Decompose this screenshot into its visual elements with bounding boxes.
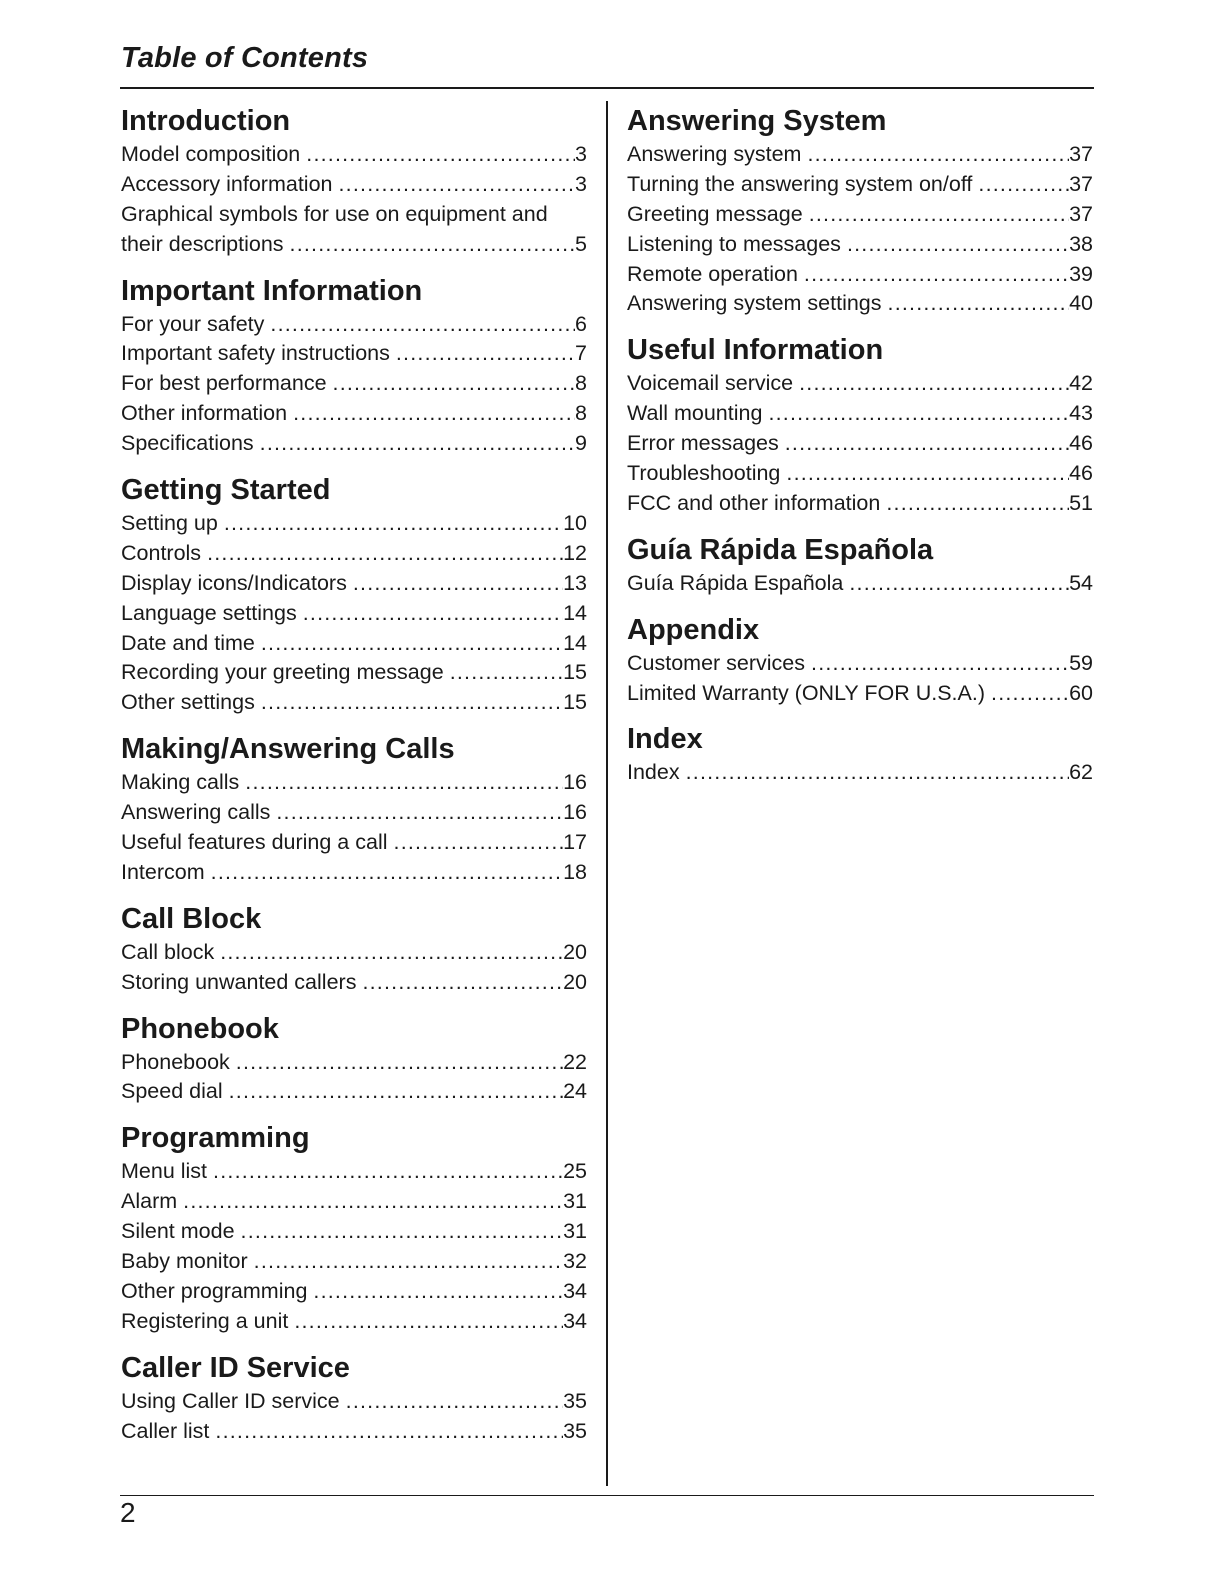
toc-entry[interactable] <box>121 1048 587 1078</box>
toc-entry-page-number: 32 <box>563 1249 587 1274</box>
dot-leader <box>396 339 575 369</box>
toc-entry[interactable] <box>121 140 587 170</box>
toc-entry-label: Wall mounting <box>627 401 763 426</box>
toc-entry[interactable] <box>627 758 1093 788</box>
toc-left-column <box>121 102 587 1459</box>
toc-entry[interactable] <box>627 289 1093 319</box>
toc-entry-page-number: 31 <box>563 1189 587 1214</box>
section-heading[interactable]: Call Block <box>121 902 262 935</box>
dot-leader <box>183 1187 563 1217</box>
toc-entry[interactable] <box>627 170 1093 200</box>
toc-section-important-information <box>121 272 587 459</box>
toc-entry-label: Making calls <box>121 770 240 795</box>
section-heading[interactable]: Programming <box>121 1122 310 1155</box>
toc-entry[interactable] <box>121 1417 587 1447</box>
toc-entry[interactable] <box>627 459 1093 489</box>
toc-entry[interactable] <box>627 369 1093 399</box>
toc-entry-label: For your safety <box>121 311 265 336</box>
toc-section-answering-system <box>627 102 1093 319</box>
toc-entry[interactable] <box>627 489 1093 519</box>
toc-entry[interactable] <box>121 339 587 369</box>
toc-entry[interactable] <box>627 230 1093 260</box>
toc-entry-page-number: 37 <box>1069 142 1093 166</box>
toc-entry-label: Listening to messages <box>627 231 841 256</box>
toc-entry-page-number: 14 <box>563 600 587 625</box>
toc-entry[interactable] <box>121 599 587 629</box>
toc-entry[interactable] <box>121 828 587 858</box>
section-heading[interactable]: Index <box>627 723 703 756</box>
dot-leader <box>768 399 1069 429</box>
toc-entry-page-number: 40 <box>1069 291 1093 316</box>
toc-entry-page-number: 46 <box>1069 461 1093 486</box>
toc-entry[interactable] <box>121 1217 587 1247</box>
toc-entry-page-number: 5 <box>575 231 587 256</box>
page-title: Table of Contents <box>121 42 369 74</box>
toc-right-column <box>627 102 1093 800</box>
footer-rule <box>120 1495 1094 1496</box>
toc-entry-page-number: 38 <box>1069 231 1093 256</box>
dot-leader <box>260 429 575 459</box>
toc-section-caller-id-service <box>121 1349 587 1447</box>
toc-entry[interactable] <box>121 200 587 230</box>
toc-entry-label: Answering system <box>627 142 802 166</box>
toc-entry-page-number: 10 <box>563 511 587 536</box>
toc-entry-page-number: 17 <box>563 830 587 855</box>
toc-entry-page-number: 15 <box>563 690 587 715</box>
toc-entry-page-number: 42 <box>1069 371 1093 396</box>
toc-entry-label: Answering calls <box>121 800 271 825</box>
toc-section-getting-started <box>121 471 587 718</box>
toc-entry-page-number: 46 <box>1069 431 1093 456</box>
toc-entry[interactable] <box>627 200 1093 230</box>
toc-entry-label: their descriptions <box>121 231 284 256</box>
dot-leader <box>306 140 575 170</box>
toc-entry-label: Limited Warranty (ONLY FOR U.S.A.) <box>627 680 986 705</box>
section-heading[interactable]: Guía Rápida Española <box>627 533 934 566</box>
dot-leader <box>394 828 564 858</box>
toc-entry-label: Customer services <box>627 650 806 675</box>
toc-entry-page-number: 35 <box>563 1418 587 1443</box>
toc-entry-page-number: 3 <box>575 142 587 166</box>
header-rule <box>120 87 1094 89</box>
toc-entry[interactable] <box>121 768 587 798</box>
toc-entry-label: For best performance <box>121 371 327 396</box>
toc-entry-page-number: 7 <box>575 341 587 366</box>
dot-leader <box>220 938 563 968</box>
toc-entry-page-number: 62 <box>1069 760 1093 785</box>
toc-entry[interactable] <box>121 629 587 659</box>
toc-entry-page-number: 35 <box>563 1388 587 1413</box>
dot-leader <box>353 569 563 599</box>
toc-entry-label: Registering a unit <box>121 1308 289 1333</box>
toc-entry-page-number: 34 <box>563 1278 587 1303</box>
toc-entry-label: Useful features during a call <box>121 830 388 855</box>
toc-entry-label: Caller list <box>121 1418 210 1443</box>
dot-leader <box>991 679 1069 709</box>
toc-entry-page-number: 18 <box>563 859 587 884</box>
toc-entry-page-number: 59 <box>1069 650 1093 675</box>
toc-entry-label: Accessory information <box>121 171 333 196</box>
toc-entry-label: Speed dial <box>121 1079 223 1104</box>
toc-entry-label: Turning the answering system on/off <box>627 171 973 196</box>
toc-entry-label: Guía Rápida Española <box>627 570 844 595</box>
section-heading[interactable]: Appendix <box>627 613 760 646</box>
toc-entry[interactable] <box>121 1277 587 1307</box>
toc-entry-page-number: 16 <box>563 770 587 795</box>
dot-leader <box>207 539 563 569</box>
toc-entry-page-number: 20 <box>563 939 587 964</box>
toc-entry-page-number: 16 <box>563 800 587 825</box>
toc-entry[interactable] <box>121 688 587 718</box>
toc-entry-label: Date and time <box>121 630 255 655</box>
section-heading[interactable]: Caller ID Service <box>121 1351 350 1384</box>
toc-entry[interactable] <box>121 230 587 260</box>
toc-section-index <box>627 720 1093 788</box>
toc-entry[interactable] <box>627 649 1093 679</box>
toc-entry-page-number: 25 <box>563 1159 587 1184</box>
dot-leader <box>807 140 1069 170</box>
toc-entry-label: Language settings <box>121 600 297 625</box>
toc-section-guia-rapida-espanola <box>627 531 1093 599</box>
dot-leader <box>450 658 563 688</box>
toc-entry[interactable] <box>121 658 587 688</box>
toc-entry[interactable] <box>121 509 587 539</box>
toc-entry-page-number: 8 <box>575 401 587 426</box>
dot-leader <box>362 968 563 998</box>
toc-section-appendix <box>627 611 1093 709</box>
toc-entry[interactable] <box>121 399 587 429</box>
dot-leader <box>888 289 1070 319</box>
toc-entry-label: Alarm <box>121 1189 178 1214</box>
dot-leader <box>786 459 1069 489</box>
toc-entry[interactable] <box>627 260 1093 290</box>
toc-entry[interactable] <box>627 429 1093 459</box>
toc-entry-page-number: 43 <box>1069 401 1093 426</box>
toc-entry-label: Other settings <box>121 690 255 715</box>
toc-entry[interactable] <box>121 429 587 459</box>
toc-entry-label: Important safety instructions <box>121 341 390 366</box>
section-heading[interactable]: Making/Answering Calls <box>121 733 455 766</box>
section-heading[interactable]: Useful Information <box>627 334 884 367</box>
dot-leader <box>290 230 576 260</box>
toc-entry-page-number: 6 <box>575 311 587 336</box>
toc-section-useful-information <box>627 331 1093 518</box>
toc-entry-label: Graphical symbols for use on equipment and <box>121 201 548 226</box>
toc-entry[interactable] <box>627 140 1093 170</box>
toc-entry[interactable] <box>121 539 587 569</box>
toc-entry-label: Greeting message <box>627 201 803 226</box>
toc-entry[interactable] <box>121 1187 587 1217</box>
toc-entry[interactable] <box>121 968 587 998</box>
toc-entry[interactable] <box>627 679 1093 709</box>
toc-entry[interactable] <box>121 798 587 828</box>
dot-leader <box>686 758 1069 788</box>
dot-leader <box>254 1247 563 1277</box>
toc-entry-label: Other information <box>121 401 288 426</box>
dot-leader <box>224 509 563 539</box>
toc-section-phonebook <box>121 1010 587 1108</box>
toc-entry-label: Error messages <box>627 431 779 456</box>
toc-entry-label: Answering system settings <box>627 291 882 316</box>
toc-entry-label: Setting up <box>121 511 218 536</box>
dot-leader <box>313 1277 563 1307</box>
dot-leader <box>276 798 563 828</box>
page-number: 2 <box>120 1497 136 1528</box>
dot-leader <box>261 688 563 718</box>
toc-entry-label: Using Caller ID service <box>121 1388 340 1413</box>
toc-entry-page-number: 51 <box>1069 490 1093 515</box>
section-heading[interactable]: Answering System <box>627 105 887 137</box>
dot-leader <box>811 649 1069 679</box>
dot-leader <box>847 230 1069 260</box>
toc-entry[interactable] <box>121 1157 587 1187</box>
dot-leader <box>339 170 576 200</box>
toc-entry[interactable] <box>121 170 587 200</box>
toc-entry-label: Phonebook <box>121 1049 230 1074</box>
dot-leader <box>270 310 575 340</box>
toc-entry-label: Silent mode <box>121 1219 235 1244</box>
toc-entry-page-number: 13 <box>563 570 587 595</box>
dot-leader <box>261 629 563 659</box>
toc-entry[interactable] <box>627 399 1093 429</box>
toc-entry[interactable] <box>121 569 587 599</box>
dot-leader <box>294 1307 563 1337</box>
toc-entry-label: Troubleshooting <box>627 461 781 486</box>
dot-leader <box>229 1077 563 1107</box>
toc-entry-label: Storing unwanted callers <box>121 969 357 994</box>
dot-leader <box>211 858 563 888</box>
toc-entry-label: Remote operation <box>627 261 798 286</box>
dot-leader <box>849 569 1069 599</box>
toc-entry-page-number: 3 <box>575 171 587 196</box>
toc-entry-page-number: 54 <box>1069 570 1093 595</box>
toc-entry-label: Call block <box>121 939 215 964</box>
toc-entry-label: Other programming <box>121 1278 308 1303</box>
toc-entry-page-number: 37 <box>1069 201 1093 226</box>
toc-section-call-block <box>121 900 587 998</box>
dot-leader <box>785 429 1069 459</box>
toc-entry-page-number: 34 <box>563 1308 587 1333</box>
toc-entry-label: Controls <box>121 540 202 565</box>
dot-leader <box>215 1417 563 1447</box>
toc-entry-label: Recording your greeting message <box>121 660 444 685</box>
toc-entry[interactable] <box>121 1387 587 1417</box>
dot-leader <box>333 369 576 399</box>
dot-leader <box>303 599 563 629</box>
toc-entry[interactable] <box>121 369 587 399</box>
toc-section-programming <box>121 1119 587 1336</box>
toc-entry[interactable] <box>121 1307 587 1337</box>
toc-entry[interactable] <box>121 858 587 888</box>
toc-entry-label: Voicemail service <box>627 371 794 396</box>
toc-entry-page-number: 8 <box>575 371 587 396</box>
section-heading[interactable]: Important Information <box>121 274 423 307</box>
toc-entry-label: Intercom <box>121 859 205 884</box>
toc-entry-label: Specifications <box>121 431 254 456</box>
toc-entry-page-number: 39 <box>1069 261 1093 286</box>
dot-leader <box>213 1157 563 1187</box>
toc-entry[interactable] <box>121 938 587 968</box>
dot-leader <box>346 1387 563 1417</box>
column-divider <box>606 101 608 1486</box>
toc-entry[interactable] <box>121 1247 587 1277</box>
dot-leader <box>245 768 563 798</box>
dot-leader <box>886 489 1069 519</box>
toc-entry-label: Model composition <box>121 142 301 166</box>
toc-section-introduction <box>121 102 587 260</box>
dot-leader <box>978 170 1069 200</box>
toc-entry[interactable] <box>121 1077 587 1107</box>
toc-entry-page-number: 22 <box>563 1049 587 1074</box>
toc-entry-label: Index <box>627 760 680 785</box>
toc-entry-label: Display icons/Indicators <box>121 570 347 595</box>
toc-entry[interactable] <box>627 569 1093 599</box>
toc-section-making-answering-calls <box>121 730 587 888</box>
toc-entry-page-number: 14 <box>563 630 587 655</box>
dot-leader <box>293 399 575 429</box>
toc-entry-page-number: 60 <box>1069 680 1093 705</box>
toc-entry-page-number: 12 <box>563 540 587 565</box>
toc-entry-page-number: 20 <box>563 969 587 994</box>
section-heading[interactable]: Introduction <box>121 105 291 137</box>
toc-entry-page-number: 9 <box>575 431 587 456</box>
dot-leader <box>236 1048 563 1078</box>
toc-entry[interactable] <box>121 310 587 340</box>
dot-leader <box>241 1217 564 1247</box>
toc-entry-label: Baby monitor <box>121 1249 248 1274</box>
toc-entry-page-number: 15 <box>563 660 587 685</box>
toc-entry-page-number: 24 <box>563 1079 587 1104</box>
dot-leader <box>799 369 1069 399</box>
dot-leader <box>804 260 1069 290</box>
section-heading[interactable]: Phonebook <box>121 1012 279 1045</box>
toc-entry-page-number: 31 <box>563 1219 587 1244</box>
toc-entry-page-number: 37 <box>1069 171 1093 196</box>
toc-entry-label: Menu list <box>121 1159 208 1184</box>
dot-leader <box>809 200 1069 230</box>
toc-entry-label: FCC and other information <box>627 490 881 515</box>
section-heading[interactable]: Getting Started <box>121 474 331 507</box>
